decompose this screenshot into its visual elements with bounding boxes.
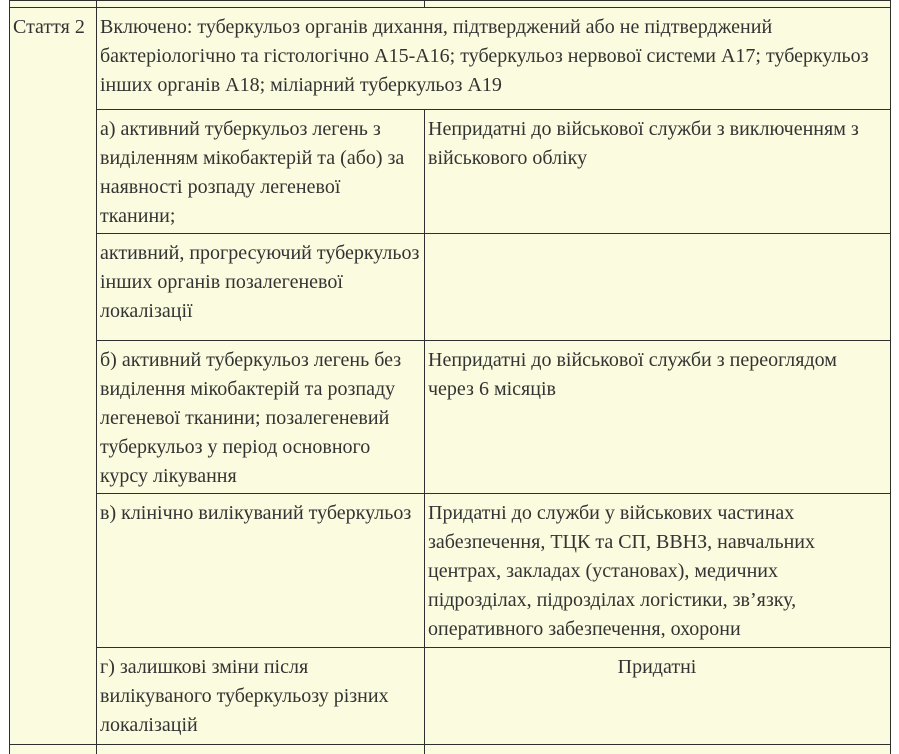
verdict-cell: Придатні до служби у військових частинах забезпечення, ТЦК та СП, ВВНЗ, навчальних центрах, закладах (установах), медичних підрозділах, підрозділах логістики, зв’язку, оперативного забезпечення, охорони bbox=[425, 494, 891, 648]
table-row bbox=[10, 648, 891, 745]
condition-cell: в) клінічно вилікуваний туберкульоз bbox=[97, 494, 425, 648]
partial-cell bbox=[425, 1, 891, 8]
partial-cell bbox=[10, 745, 97, 754]
fitness-table bbox=[9, 0, 891, 754]
partial-row-top bbox=[10, 1, 891, 8]
verdict-cell: Придатні bbox=[425, 648, 891, 745]
table-row bbox=[10, 341, 891, 494]
included-header-cell: Включено: туберкульоз органів дихання, підтверджений або не підтверджений бактеріологічно та гістологічно А15-А16; туберкульоз нервової системи А17; туберкульоз інших органів А18; міліарний туберкульоз А19 bbox=[97, 8, 891, 110]
article-number-cell: Стаття 2 bbox=[10, 8, 97, 745]
table-row bbox=[10, 8, 891, 110]
partial-cell bbox=[97, 1, 425, 8]
table-row bbox=[10, 234, 891, 341]
verdict-cell: Непридатні до військової служби з переоглядом через 6 місяців bbox=[425, 341, 891, 494]
partial-cell bbox=[10, 1, 97, 8]
condition-cell: а) активний туберкульоз легень з виділенням мікобактерій та (або) за наявності розпаду легеневої тканини; bbox=[97, 110, 425, 234]
partial-cell bbox=[97, 745, 425, 754]
verdict-cell: Непридатні до військової служби з виключенням з військового обліку bbox=[425, 110, 891, 234]
condition-cell: г) залишкові зміни після вилікуваного туберкульозу різних локалізацій bbox=[97, 648, 425, 745]
table-row bbox=[10, 110, 891, 234]
table-row bbox=[10, 494, 891, 648]
partial-cell bbox=[425, 745, 891, 754]
partial-row-bottom bbox=[10, 745, 891, 754]
condition-cell: активний, прогресуючий туберкульоз інших органів позалегеневої локалізації bbox=[97, 234, 425, 341]
condition-cell: б) активний туберкульоз легень без виділення мікобактерій та розпаду легеневої тканини; позалегеневий туберкульоз у період основного курсу лікування bbox=[97, 341, 425, 494]
verdict-cell bbox=[425, 234, 891, 341]
